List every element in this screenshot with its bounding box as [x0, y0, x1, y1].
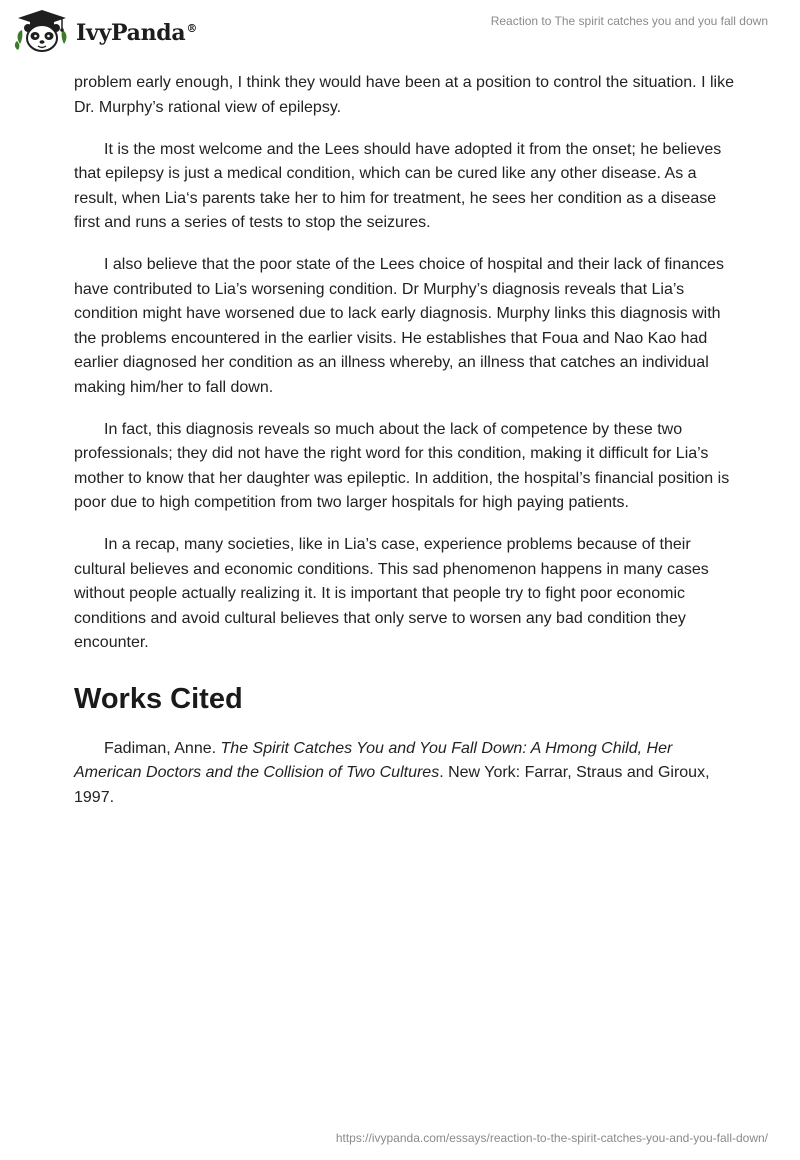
footer-url[interactable]: https://ivypanda.com/essays/reaction-to-the-spirit-catches-you-and-you-fall-down/ [335, 1131, 768, 1145]
citation-publication: . New York: Farrar, Straus and Giroux, 1997. [74, 764, 710, 806]
paragraph: I also believe that the poor state of the Lees choice of hospital and their lack of finances have contributed to Lia’s worsening condition. Dr Murphy’s diagnosis reveals that Lia’s condition might have worsened due to lack early diagnosis. Murphy links this diagnosis with the problems encountered in the earlier visits. He establishes that Foua and Nao Kao had earlier diagnosed her condition as an illness whereby, an illness that catches an individual making him/her to fall down. [74, 256, 724, 396]
page-header [0, 0, 800, 64]
paragraph: It is the most welcome and the Lees should have adopted it from the onset; he believes that epilepsy is just a medical condition, which can be cured like any other disease. As a result, when Lia‘s parents take her to him for treatment, he sees her condition as a disease first and runs a series of tests to stop the seizures. [74, 140, 722, 231]
paragraph: In fact, this diagnosis reveals so much about the lack of competence by these two professionals; they did not have the right word for this condition, making it difficult for Lia’s mother to know that her daughter was epileptic. In addition, the hospital’s financial position is poor due to high competition from two larger hospitals for high paying patients. [74, 420, 730, 511]
works-cited-heading: Works Cited [74, 682, 243, 715]
panda-graduate-icon [14, 8, 70, 54]
brand-name: IvyPanda® [76, 20, 198, 46]
ivypanda-logo[interactable] [14, 8, 197, 54]
citation-title: The Spirit Catches You and You Fall Down: A Hmong Child, Her American Doctors and the Collision of Two Cultures [74, 739, 673, 781]
paragraph: problem early enough, I think they would have been at a position to control the situation. I like Dr. Murphy’s rational view of epilepsy. [74, 74, 734, 116]
essay-body [74, 71, 734, 828]
document-title: Reaction to The spirit catches you and you fall down [490, 14, 768, 28]
citation-entry [74, 737, 734, 811]
citation-author: Fadiman, Anne. [104, 739, 221, 757]
registered-mark: ® [186, 21, 198, 35]
paragraph: In a recap, many societies, like in Lia’s case, experience problems because of their cultural believes and economic conditions. This sad phenomenon happens in many cases without people actually realizing it. It is important that people try to fight poor economic conditions and avoid cultural believes that only serve to worsen any bad condition they encounter. [74, 536, 709, 651]
